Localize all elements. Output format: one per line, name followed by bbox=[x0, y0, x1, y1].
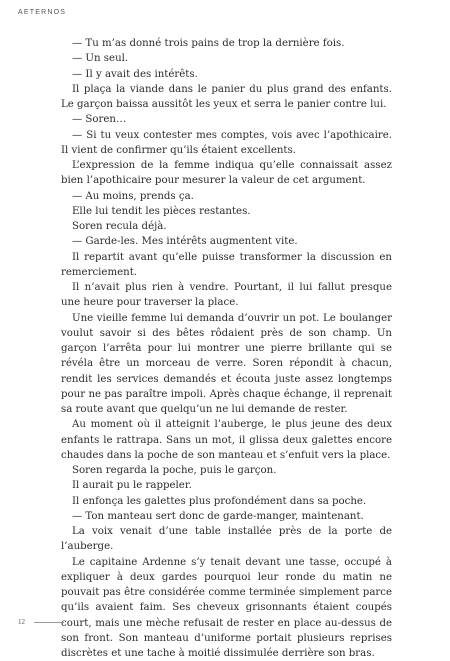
paragraph: — Ton manteau sert donc de garde-manger, maintenant. bbox=[61, 509, 392, 524]
paragraph: Il plaça la viande dans le panier du plus grand des enfants. Le garçon baissa aussitôt les yeux et serra le panier contre lui. bbox=[61, 82, 392, 113]
paragraph: Soren recula déjà. bbox=[61, 219, 392, 234]
paragraph: — Il y avait des intérêts. bbox=[61, 67, 392, 82]
paragraph: La voix venait d’une table installée près de la porte de l’auberge. bbox=[61, 524, 392, 555]
paragraph: Il n’avait plus rien à vendre. Pourtant, il lui fallut presque une heure pour traverser la place. bbox=[61, 280, 392, 311]
paragraph: — Soren… bbox=[61, 112, 392, 127]
paragraph: — Garde-les. Mes intérêts augmentent vite. bbox=[61, 234, 392, 249]
paragraph: L’expression de la femme indiqua qu’elle connaissait assez bien l’apothicaire pour mesurer la valeur de cet argument. bbox=[61, 158, 392, 189]
paragraph: — Au moins, prends ça. bbox=[61, 189, 392, 204]
footer-divider bbox=[34, 622, 64, 623]
paragraph: — Si tu veux contester mes comptes, vois avec l’apothicaire. Il vient de confirmer qu’ils étaient excellents. bbox=[61, 128, 392, 159]
paragraph: Il enfonça les galettes plus profondément dans sa poche. bbox=[61, 494, 392, 509]
paragraph: Au moment où il atteignit l’auberge, le plus jeune des deux enfants le rattrapa. Sans un mot, il glissa deux galettes encore chaudes dans la poche de son manteau et s’enfuit vers la place. bbox=[61, 417, 392, 463]
paragraph: Soren regarda la poche, puis le garçon. bbox=[61, 463, 392, 478]
paragraph: Il repartit avant qu’elle puisse transformer la discussion en remerciement. bbox=[61, 250, 392, 281]
page-number: 12 bbox=[18, 618, 25, 626]
paragraph: — Un seul. bbox=[61, 51, 392, 66]
running-header-title: AETERNOS bbox=[18, 9, 66, 16]
paragraph: — Tu m’as donné trois pains de trop la dernière fois. bbox=[61, 36, 392, 51]
body-text bbox=[61, 36, 392, 661]
paragraph: Le capitaine Ardenne s’y tenait devant une tasse, occupé à expliquer à deux gardes pourquoi leur ronde du matin ne pouvait pas être considérée comme terminée simplement parce qu’ils avaient faim. Ses cheveux grisonnants étaient coupés court, mais une mèche refusait de rester en place au-dessus de son front. Son manteau d’uniforme portait plusieurs reprises discrètes et une tache à moitié dissimulée derrière son bras. bbox=[61, 555, 392, 661]
paragraph: Une vieille femme lui demanda d’ouvrir un pot. Le boulanger voulut savoir si des bêtes rôdaient près de son champ. Un garçon l’arrêta pour lui montrer une pierre brillante qui se révéla être un morceau de verre. Soren répondit à chacun, rendit les services demandés et écouta juste assez longtemps pour ne pas paraître impoli. Après chaque échange, il reprenait sa route avant que quelqu’un ne lui demande de rester. bbox=[61, 311, 392, 418]
paragraph: Elle lui tendit les pièces restantes. bbox=[61, 204, 392, 219]
paragraph: Il aurait pu le rappeler. bbox=[61, 478, 392, 493]
